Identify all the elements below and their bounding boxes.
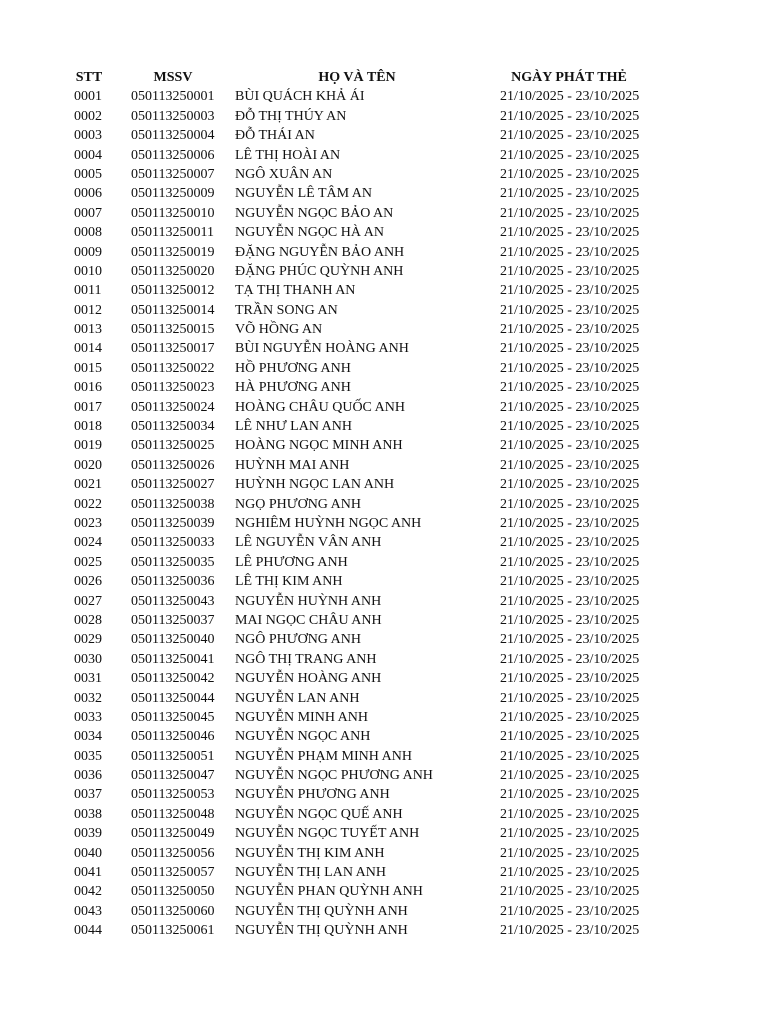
cell-mssv: 050113250010 xyxy=(131,205,215,221)
cell-stt: 0015 xyxy=(74,360,102,376)
cell-mssv: 050113250015 xyxy=(131,322,215,338)
table-row xyxy=(0,592,768,611)
cell-full-name: NGÔ PHƯƠNG ANH xyxy=(235,632,361,648)
cell-mssv: 050113250034 xyxy=(131,419,215,435)
cell-issue-date: 21/10/2025 - 23/10/2025 xyxy=(500,128,640,144)
cell-stt: 0024 xyxy=(74,535,102,551)
cell-mssv: 050113250057 xyxy=(131,865,215,881)
cell-mssv: 050113250024 xyxy=(131,399,215,415)
cell-mssv: 050113250003 xyxy=(131,108,215,124)
table-row xyxy=(0,844,768,863)
cell-mssv: 050113250050 xyxy=(131,884,215,900)
cell-issue-date: 21/10/2025 - 23/10/2025 xyxy=(500,709,640,725)
cell-stt: 0043 xyxy=(74,903,102,919)
table-row xyxy=(0,281,768,300)
cell-issue-date: 21/10/2025 - 23/10/2025 xyxy=(500,671,640,687)
cell-full-name: NGUYỄN PHẠM MINH ANH xyxy=(235,748,412,764)
cell-full-name: NGUYỄN MINH ANH xyxy=(235,709,368,725)
cell-mssv: 050113250022 xyxy=(131,360,215,376)
table-row xyxy=(0,630,768,649)
cell-stt: 0011 xyxy=(74,283,102,299)
cell-stt: 0027 xyxy=(74,593,102,609)
cell-stt: 0003 xyxy=(74,128,102,144)
cell-mssv: 050113250033 xyxy=(131,535,215,551)
cell-full-name: BÙI QUÁCH KHẢ ÁI xyxy=(235,89,365,105)
table-row xyxy=(0,805,768,824)
cell-mssv: 050113250009 xyxy=(131,186,215,202)
cell-stt: 0002 xyxy=(74,108,102,124)
student-card-table xyxy=(0,68,768,941)
cell-issue-date: 21/10/2025 - 23/10/2025 xyxy=(500,380,640,396)
cell-issue-date: 21/10/2025 - 23/10/2025 xyxy=(500,729,640,745)
table-row xyxy=(0,708,768,727)
table-row xyxy=(0,514,768,533)
cell-issue-date: 21/10/2025 - 23/10/2025 xyxy=(500,419,640,435)
cell-issue-date: 21/10/2025 - 23/10/2025 xyxy=(500,457,640,473)
cell-full-name: NGUYỄN LAN ANH xyxy=(235,690,360,706)
cell-full-name: LÊ PHƯƠNG ANH xyxy=(235,554,348,570)
cell-stt: 0020 xyxy=(74,457,102,473)
cell-stt: 0040 xyxy=(74,845,102,861)
cell-issue-date: 21/10/2025 - 23/10/2025 xyxy=(500,108,640,124)
cell-mssv: 050113250040 xyxy=(131,632,215,648)
cell-issue-date: 21/10/2025 - 23/10/2025 xyxy=(500,768,640,784)
cell-full-name: NGUYỄN NGỌC TUYẾT ANH xyxy=(235,826,420,842)
cell-mssv: 050113250046 xyxy=(131,729,215,745)
table-row xyxy=(0,650,768,669)
cell-stt: 0042 xyxy=(74,884,102,900)
cell-stt: 0012 xyxy=(74,302,102,318)
cell-stt: 0019 xyxy=(74,438,102,454)
table-row xyxy=(0,533,768,552)
table-row xyxy=(0,204,768,223)
cell-full-name: ĐẶNG PHÚC QUỲNH ANH xyxy=(235,263,404,279)
cell-mssv: 050113250039 xyxy=(131,515,215,531)
cell-full-name: NGUYỄN NGỌC HÀ AN xyxy=(235,225,384,241)
cell-mssv: 050113250053 xyxy=(131,787,215,803)
table-row xyxy=(0,689,768,708)
table-row xyxy=(0,572,768,591)
cell-stt: 0026 xyxy=(74,574,102,590)
cell-stt: 0029 xyxy=(74,632,102,648)
cell-full-name: NGUYỄN NGỌC QUẾ ANH xyxy=(235,806,403,822)
table-row xyxy=(0,126,768,145)
cell-mssv: 050113250019 xyxy=(131,244,215,260)
cell-stt: 0036 xyxy=(74,768,102,784)
table-row xyxy=(0,320,768,339)
cell-stt: 0030 xyxy=(74,651,102,667)
table-row xyxy=(0,766,768,785)
cell-issue-date: 21/10/2025 - 23/10/2025 xyxy=(500,554,640,570)
table-row xyxy=(0,553,768,572)
header-full-name: HỌ VÀ TÊN xyxy=(318,70,396,85)
cell-full-name: ĐỖ THỊ THÚY AN xyxy=(235,108,347,124)
cell-full-name: NGUYỄN THỊ QUỲNH ANH xyxy=(235,903,408,919)
table-row xyxy=(0,785,768,804)
cell-full-name: NGUYỄN PHƯƠNG ANH xyxy=(235,787,390,803)
cell-full-name: NGHIÊM HUỲNH NGỌC ANH xyxy=(235,515,422,531)
cell-full-name: NGUYỄN THỊ LAN ANH xyxy=(235,865,387,881)
cell-stt: 0009 xyxy=(74,244,102,260)
cell-mssv: 050113250006 xyxy=(131,147,215,163)
cell-issue-date: 21/10/2025 - 23/10/2025 xyxy=(500,263,640,279)
table-header-row xyxy=(0,68,768,87)
table-row xyxy=(0,747,768,766)
cell-mssv: 050113250037 xyxy=(131,612,215,628)
cell-issue-date: 21/10/2025 - 23/10/2025 xyxy=(500,166,640,182)
table-row xyxy=(0,882,768,901)
cell-stt: 0031 xyxy=(74,671,102,687)
cell-issue-date: 21/10/2025 - 23/10/2025 xyxy=(500,515,640,531)
cell-stt: 0008 xyxy=(74,225,102,241)
cell-issue-date: 21/10/2025 - 23/10/2025 xyxy=(500,360,640,376)
cell-stt: 0014 xyxy=(74,341,102,357)
cell-full-name: LÊ THỊ KIM ANH xyxy=(235,574,343,590)
cell-stt: 0018 xyxy=(74,419,102,435)
table-row xyxy=(0,184,768,203)
cell-mssv: 050113250051 xyxy=(131,748,215,764)
table-row xyxy=(0,107,768,126)
cell-mssv: 050113250043 xyxy=(131,593,215,609)
table-row xyxy=(0,87,768,106)
cell-mssv: 050113250026 xyxy=(131,457,215,473)
cell-issue-date: 21/10/2025 - 23/10/2025 xyxy=(500,147,640,163)
cell-stt: 0010 xyxy=(74,263,102,279)
table-row xyxy=(0,902,768,921)
table-row xyxy=(0,359,768,378)
cell-stt: 0035 xyxy=(74,748,102,764)
cell-stt: 0033 xyxy=(74,709,102,725)
header-stt: STT xyxy=(75,70,103,85)
cell-mssv: 050113250047 xyxy=(131,768,215,784)
cell-mssv: 050113250048 xyxy=(131,806,215,822)
cell-stt: 0005 xyxy=(74,166,102,182)
cell-stt: 0007 xyxy=(74,205,102,221)
cell-full-name: NGÔ XUÂN AN xyxy=(235,166,333,182)
cell-issue-date: 21/10/2025 - 23/10/2025 xyxy=(500,826,640,842)
cell-stt: 0013 xyxy=(74,322,102,338)
cell-mssv: 050113250036 xyxy=(131,574,215,590)
cell-full-name: NGUYỄN NGỌC ANH xyxy=(235,729,371,745)
cell-mssv: 050113250035 xyxy=(131,554,215,570)
cell-mssv: 050113250041 xyxy=(131,651,215,667)
header-issue-date: NGÀY PHÁT THẺ xyxy=(511,70,627,85)
cell-issue-date: 21/10/2025 - 23/10/2025 xyxy=(500,244,640,260)
cell-full-name: NGUYỄN HUỲNH ANH xyxy=(235,593,382,609)
cell-stt: 0022 xyxy=(74,496,102,512)
cell-full-name: LÊ NGUYỄN VÂN ANH xyxy=(235,535,382,551)
cell-mssv: 050113250014 xyxy=(131,302,215,318)
cell-stt: 0034 xyxy=(74,729,102,745)
cell-mssv: 050113250007 xyxy=(131,166,215,182)
cell-issue-date: 21/10/2025 - 23/10/2025 xyxy=(500,322,640,338)
cell-full-name: HUỲNH MAI ANH xyxy=(235,457,350,473)
table-row xyxy=(0,262,768,281)
cell-mssv: 050113250012 xyxy=(131,283,215,299)
table-row xyxy=(0,495,768,514)
table-row xyxy=(0,727,768,746)
table-row xyxy=(0,165,768,184)
cell-stt: 0006 xyxy=(74,186,102,202)
cell-issue-date: 21/10/2025 - 23/10/2025 xyxy=(500,651,640,667)
table-row xyxy=(0,223,768,242)
cell-stt: 0039 xyxy=(74,826,102,842)
cell-issue-date: 21/10/2025 - 23/10/2025 xyxy=(500,748,640,764)
cell-mssv: 050113250025 xyxy=(131,438,215,454)
cell-issue-date: 21/10/2025 - 23/10/2025 xyxy=(500,438,640,454)
cell-full-name: NGUYỄN THỊ QUỲNH ANH xyxy=(235,923,408,939)
cell-stt: 0025 xyxy=(74,554,102,570)
cell-issue-date: 21/10/2025 - 23/10/2025 xyxy=(500,225,640,241)
cell-issue-date: 21/10/2025 - 23/10/2025 xyxy=(500,341,640,357)
cell-issue-date: 21/10/2025 - 23/10/2025 xyxy=(500,612,640,628)
cell-full-name: NGUYỄN THỊ KIM ANH xyxy=(235,845,385,861)
cell-issue-date: 21/10/2025 - 23/10/2025 xyxy=(500,690,640,706)
cell-stt: 0023 xyxy=(74,515,102,531)
cell-issue-date: 21/10/2025 - 23/10/2025 xyxy=(500,535,640,551)
cell-stt: 0032 xyxy=(74,690,102,706)
cell-stt: 0001 xyxy=(74,89,102,105)
cell-mssv: 050113250061 xyxy=(131,923,215,939)
table-row xyxy=(0,243,768,262)
cell-full-name: NGỌ PHƯƠNG ANH xyxy=(235,496,361,512)
cell-stt: 0038 xyxy=(74,806,102,822)
cell-full-name: NGUYỄN PHAN QUỲNH ANH xyxy=(235,884,423,900)
cell-full-name: NGÔ THỊ TRANG ANH xyxy=(235,651,377,667)
cell-issue-date: 21/10/2025 - 23/10/2025 xyxy=(500,903,640,919)
table-row xyxy=(0,398,768,417)
table-row xyxy=(0,824,768,843)
cell-issue-date: 21/10/2025 - 23/10/2025 xyxy=(500,923,640,939)
header-mssv: MSSV xyxy=(153,70,193,85)
cell-stt: 0028 xyxy=(74,612,102,628)
cell-issue-date: 21/10/2025 - 23/10/2025 xyxy=(500,399,640,415)
cell-mssv: 050113250001 xyxy=(131,89,215,105)
cell-full-name: NGUYỄN NGỌC BẢO AN xyxy=(235,205,394,221)
cell-mssv: 050113250004 xyxy=(131,128,215,144)
cell-mssv: 050113250045 xyxy=(131,709,215,725)
cell-issue-date: 21/10/2025 - 23/10/2025 xyxy=(500,884,640,900)
cell-full-name: NGUYỄN HOÀNG ANH xyxy=(235,671,382,687)
cell-mssv: 050113250042 xyxy=(131,671,215,687)
cell-stt: 0037 xyxy=(74,787,102,803)
cell-issue-date: 21/10/2025 - 23/10/2025 xyxy=(500,283,640,299)
cell-full-name: MAI NGỌC CHÂU ANH xyxy=(235,612,382,628)
cell-stt: 0004 xyxy=(74,147,102,163)
table-row xyxy=(0,456,768,475)
table-row xyxy=(0,417,768,436)
cell-full-name: LÊ THỊ HOÀI AN xyxy=(235,147,341,163)
cell-issue-date: 21/10/2025 - 23/10/2025 xyxy=(500,593,640,609)
cell-issue-date: 21/10/2025 - 23/10/2025 xyxy=(500,186,640,202)
cell-full-name: ĐỖ THÁI AN xyxy=(235,128,315,144)
cell-mssv: 050113250023 xyxy=(131,380,215,396)
cell-full-name: BÙI NGUYỄN HOÀNG ANH xyxy=(235,341,409,357)
cell-issue-date: 21/10/2025 - 23/10/2025 xyxy=(500,496,640,512)
table-row xyxy=(0,921,768,940)
table-row xyxy=(0,475,768,494)
cell-stt: 0044 xyxy=(74,923,102,939)
cell-mssv: 050113250027 xyxy=(131,477,215,493)
table-row xyxy=(0,611,768,630)
cell-mssv: 050113250044 xyxy=(131,690,215,706)
cell-mssv: 050113250056 xyxy=(131,845,215,861)
cell-issue-date: 21/10/2025 - 23/10/2025 xyxy=(500,205,640,221)
cell-full-name: HÀ PHƯƠNG ANH xyxy=(235,380,351,396)
cell-full-name: NGUYỄN LÊ TÂM AN xyxy=(235,186,373,202)
cell-issue-date: 21/10/2025 - 23/10/2025 xyxy=(500,806,640,822)
cell-mssv: 050113250060 xyxy=(131,903,215,919)
table-row xyxy=(0,339,768,358)
cell-stt: 0041 xyxy=(74,865,102,881)
cell-issue-date: 21/10/2025 - 23/10/2025 xyxy=(500,845,640,861)
cell-mssv: 050113250049 xyxy=(131,826,215,842)
table-row xyxy=(0,378,768,397)
cell-issue-date: 21/10/2025 - 23/10/2025 xyxy=(500,477,640,493)
table-body xyxy=(0,87,768,940)
cell-issue-date: 21/10/2025 - 23/10/2025 xyxy=(500,632,640,648)
cell-issue-date: 21/10/2025 - 23/10/2025 xyxy=(500,574,640,590)
cell-full-name: HỒ PHƯƠNG ANH xyxy=(235,360,351,376)
table-row xyxy=(0,301,768,320)
cell-full-name: VÕ HỒNG AN xyxy=(235,322,323,338)
table-row xyxy=(0,436,768,455)
cell-full-name: ĐẶNG NGUYỄN BẢO ANH xyxy=(235,244,405,260)
cell-full-name: TẠ THỊ THANH AN xyxy=(235,283,356,299)
cell-stt: 0016 xyxy=(74,380,102,396)
cell-mssv: 050113250017 xyxy=(131,341,215,357)
cell-full-name: LÊ NHƯ LAN ANH xyxy=(235,419,353,435)
cell-mssv: 050113250038 xyxy=(131,496,215,512)
cell-issue-date: 21/10/2025 - 23/10/2025 xyxy=(500,787,640,803)
cell-mssv: 050113250011 xyxy=(131,225,214,241)
cell-full-name: TRẦN SONG AN xyxy=(235,302,338,318)
cell-mssv: 050113250020 xyxy=(131,263,215,279)
table-row xyxy=(0,146,768,165)
table-row xyxy=(0,669,768,688)
cell-stt: 0017 xyxy=(74,399,102,415)
cell-issue-date: 21/10/2025 - 23/10/2025 xyxy=(500,89,640,105)
cell-issue-date: 21/10/2025 - 23/10/2025 xyxy=(500,865,640,881)
cell-full-name: HOÀNG CHÂU QUỐC ANH xyxy=(235,399,405,415)
cell-full-name: HUỲNH NGỌC LAN ANH xyxy=(235,477,395,493)
cell-stt: 0021 xyxy=(74,477,102,493)
cell-issue-date: 21/10/2025 - 23/10/2025 xyxy=(500,302,640,318)
table-row xyxy=(0,863,768,882)
cell-full-name: NGUYỄN NGỌC PHƯƠNG ANH xyxy=(235,768,433,784)
cell-full-name: HOÀNG NGỌC MINH ANH xyxy=(235,438,403,454)
